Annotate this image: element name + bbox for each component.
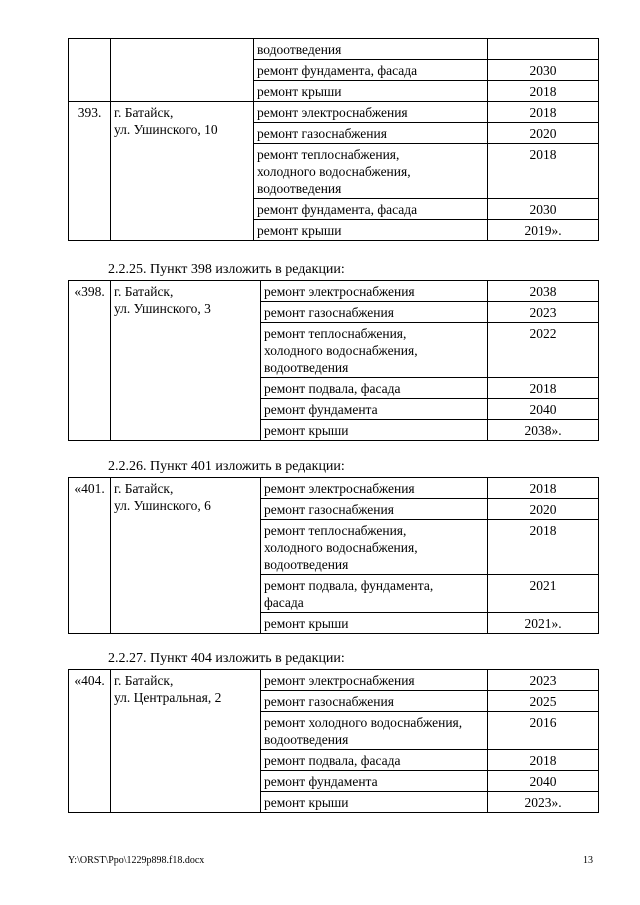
work-type-text: ремонт теплоснабжения, холодного водоснабжения, водоотведения [264, 523, 418, 572]
year-cell: 2030 [488, 60, 599, 81]
year-cell [488, 39, 599, 60]
work-type-cell [261, 302, 488, 323]
work-type-text: водоотведения [257, 42, 342, 57]
work-type-cell [261, 420, 488, 441]
address-table-398 [68, 280, 599, 441]
year-cell: 2038». [488, 420, 599, 441]
work-type-text: ремонт теплоснабжения, холодного водоснабжения, водоотведения [264, 326, 418, 375]
work-type-text: ремонт подвала, фундамента, фасада [264, 578, 434, 610]
work-type-cell [261, 378, 488, 399]
work-type-text: ремонт газоснабжения [264, 694, 394, 709]
work-type-text: ремонт электроснабжения [264, 673, 415, 688]
table-row [69, 670, 599, 691]
table-row [69, 102, 599, 123]
item-number-cell: «401. [69, 478, 111, 634]
year-cell: 2021 [488, 575, 599, 613]
work-type-text: ремонт холодного водоснабжения, водоотведения [264, 715, 463, 747]
work-type-text: ремонт электроснабжения [264, 284, 415, 299]
work-type-text: ремонт крыши [264, 423, 349, 438]
year-cell: 2025 [488, 691, 599, 712]
work-type-text: ремонт фундамента [264, 402, 378, 417]
year-cell: 2018 [488, 520, 599, 575]
work-type-cell [254, 144, 488, 199]
table-row [69, 39, 599, 60]
work-type-text: ремонт фундамента, фасада [257, 63, 418, 78]
year-cell: 2040 [488, 771, 599, 792]
address-line: ул. Центральная, 2 [114, 690, 222, 705]
year-cell: 2018 [488, 378, 599, 399]
work-type-text: ремонт фундамента [264, 774, 378, 789]
footer-file-path: Y:\ORST\Ppo\1229p898.f18.docx [68, 855, 205, 866]
work-type-cell [261, 792, 488, 813]
year-cell: 2022 [488, 323, 599, 378]
address-cell [111, 102, 254, 241]
work-type-text: ремонт газоснабжения [264, 305, 394, 320]
work-type-cell [254, 60, 488, 81]
year-cell: 2018 [488, 478, 599, 499]
address-line: г. Батайск, [114, 284, 174, 299]
work-type-cell [261, 750, 488, 771]
section-heading: 2.2.25. Пункт 398 изложить в редакции: [108, 262, 345, 277]
address-line: г. Батайск, [114, 673, 174, 688]
year-cell: 2030 [488, 199, 599, 220]
work-type-cell [261, 478, 488, 499]
year-cell: 2040 [488, 399, 599, 420]
year-cell: 2021». [488, 613, 599, 634]
address-line: г. Батайск, [114, 481, 174, 496]
address-line: ул. Ушинского, 3 [114, 301, 211, 316]
year-cell: 2023 [488, 302, 599, 323]
item-number-cell [69, 39, 111, 102]
work-type-cell [261, 691, 488, 712]
year-cell: 2018 [488, 102, 599, 123]
address-line: ул. Ушинского, 6 [114, 498, 211, 513]
work-type-cell [261, 323, 488, 378]
work-type-cell [261, 399, 488, 420]
work-type-cell [261, 670, 488, 691]
work-type-cell [254, 102, 488, 123]
work-type-text: ремонт газоснабжения [257, 126, 387, 141]
work-type-cell [261, 520, 488, 575]
address-cell [111, 670, 261, 813]
year-cell: 2020 [488, 123, 599, 144]
section-heading: 2.2.26. Пункт 401 изложить в редакции: [108, 459, 345, 474]
work-type-cell [254, 39, 488, 60]
work-type-text: ремонт подвала, фасада [264, 753, 401, 768]
year-cell: 2020 [488, 499, 599, 520]
work-type-text: ремонт газоснабжения [264, 502, 394, 517]
section-heading: 2.2.27. Пункт 404 изложить в редакции: [108, 651, 345, 666]
year-cell: 2019». [488, 220, 599, 241]
year-cell: 2018 [488, 144, 599, 199]
item-number-cell: «404. [69, 670, 111, 813]
year-cell: 2038 [488, 281, 599, 302]
year-cell: 2018 [488, 750, 599, 771]
work-type-text: ремонт крыши [257, 223, 342, 238]
work-type-text: ремонт электроснабжения [264, 481, 415, 496]
work-type-text: ремонт подвала, фасада [264, 381, 401, 396]
address-table-393 [68, 38, 599, 241]
address-table-401 [68, 477, 599, 634]
year-cell: 2023». [488, 792, 599, 813]
work-type-text: ремонт крыши [264, 616, 349, 631]
table-row [69, 281, 599, 302]
year-cell: 2016 [488, 712, 599, 750]
work-type-text: ремонт крыши [264, 795, 349, 810]
work-type-cell [261, 712, 488, 750]
work-type-text: ремонт крыши [257, 84, 342, 99]
address-cell [111, 39, 254, 102]
work-type-cell [254, 199, 488, 220]
item-number-cell: 393. [69, 102, 111, 241]
address-line: г. Батайск, [114, 105, 174, 120]
address-line: ул. Ушинского, 10 [114, 122, 218, 137]
work-type-text: ремонт фундамента, фасада [257, 202, 418, 217]
work-type-text: ремонт электроснабжения [257, 105, 408, 120]
year-cell: 2023 [488, 670, 599, 691]
work-type-cell [254, 81, 488, 102]
work-type-cell [261, 613, 488, 634]
table-row [69, 478, 599, 499]
item-number-cell: «398. [69, 281, 111, 441]
work-type-cell [261, 575, 488, 613]
address-cell [111, 281, 261, 441]
work-type-cell [254, 220, 488, 241]
address-table-404 [68, 669, 599, 813]
work-type-cell [261, 771, 488, 792]
page-number: 13 [583, 855, 593, 866]
work-type-cell [254, 123, 488, 144]
address-cell [111, 478, 261, 634]
work-type-text: ремонт теплоснабжения, холодного водоснабжения, водоотведения [257, 147, 411, 196]
work-type-cell [261, 281, 488, 302]
year-cell: 2018 [488, 81, 599, 102]
work-type-cell [261, 499, 488, 520]
